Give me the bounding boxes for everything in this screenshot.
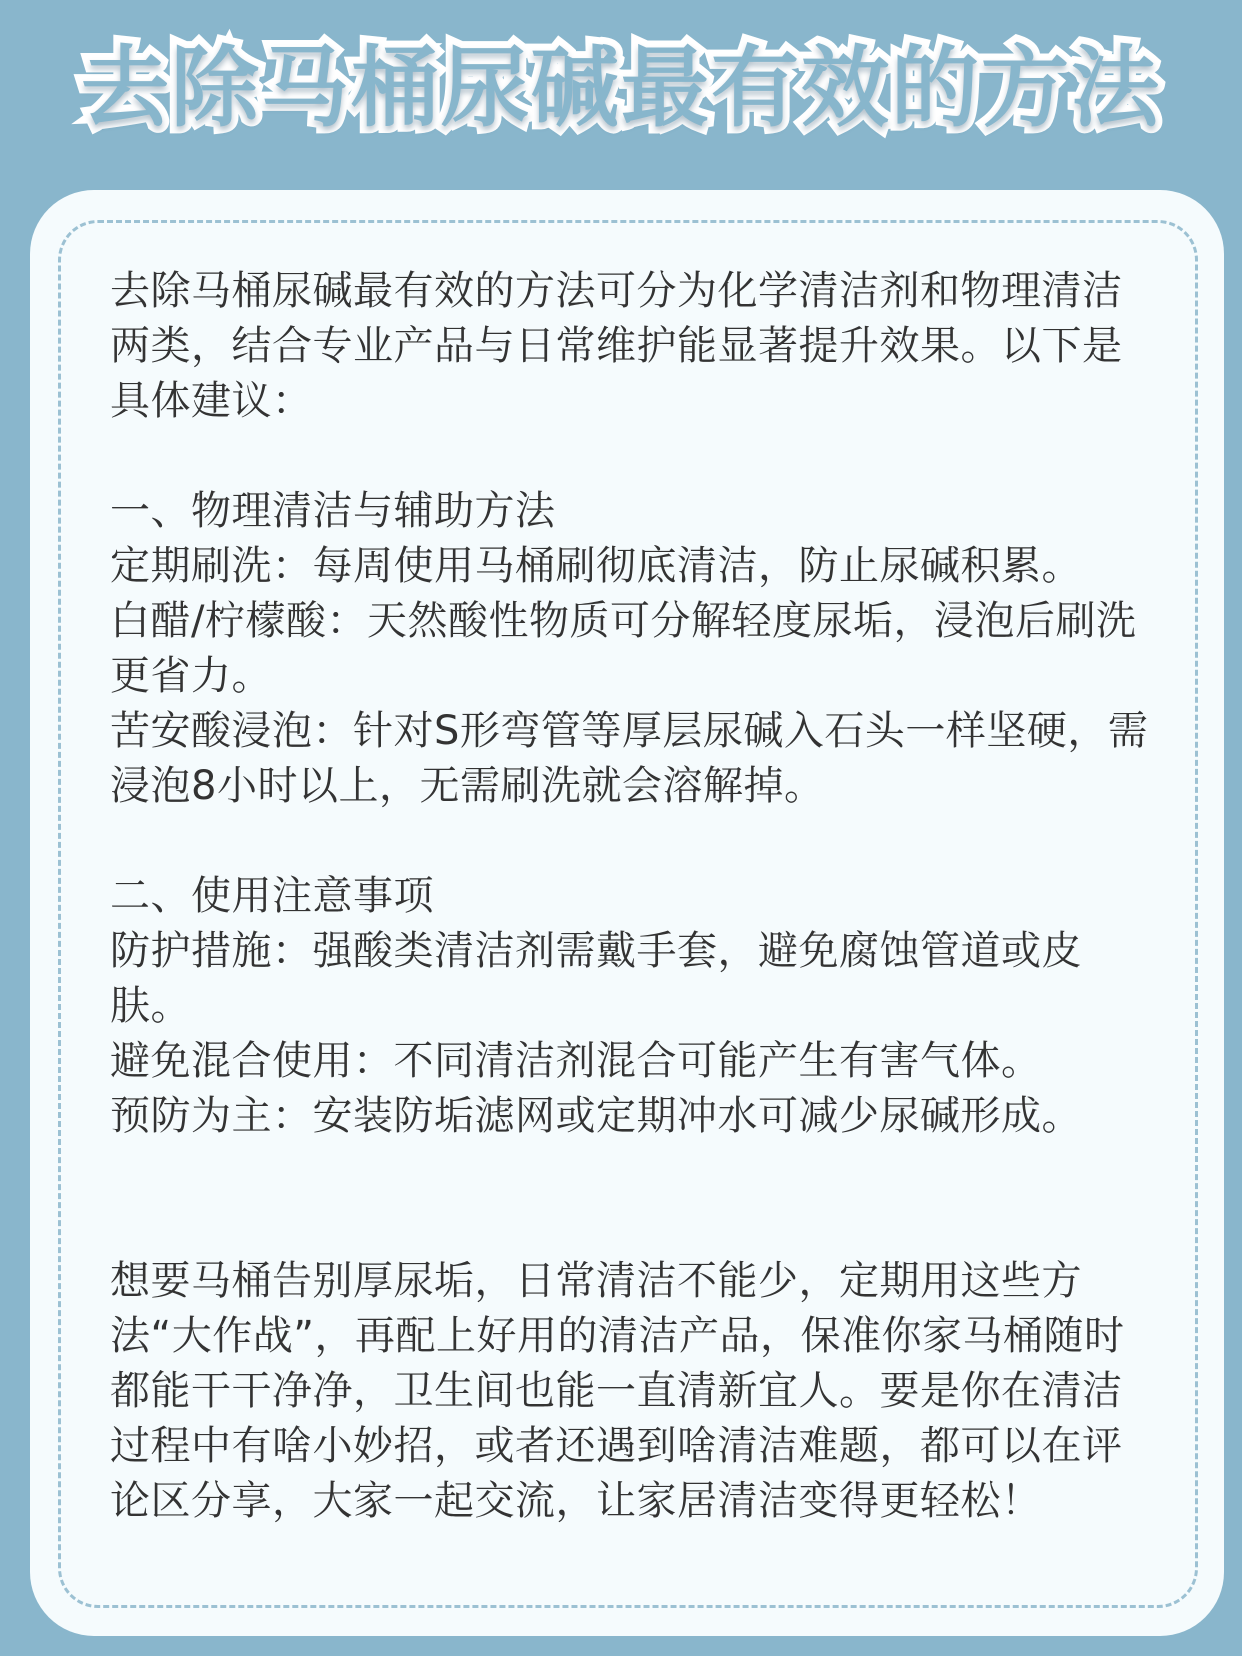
section2-item: 防护措施：强酸类清洁剂需戴手套，避免腐蚀管道或皮肤。: [110, 928, 1082, 1029]
article-body: [110, 264, 1155, 1529]
section2-heading: 二、使用注意事项: [110, 873, 434, 919]
spacer: [110, 1144, 1155, 1254]
section1-item: 定期刷洗：每周使用马桶刷彻底清洁，防止尿碱积累。: [110, 543, 1082, 589]
spacer: [110, 814, 1155, 869]
section1-heading: 一、物理清洁与辅助方法: [110, 488, 556, 534]
section1-item: 苦安酸浸泡：针对S形弯管等厚层尿碱入石头一样坚硬，需浸泡8小时以上，无需刷洗就会溶解掉。: [110, 708, 1149, 809]
page-title: 去除马桶尿碱最有效的方法: [80, 36, 1161, 139]
closing-paragraph: 想要马桶告别厚尿垢，日常清洁不能少，定期用这些方法“大作战”，再配上好用的清洁产品，保准你家马桶随时都能干干净净，卫生间也能一直清新宜人。要是你在清洁过程中有啥小妙招，或者还遇到啥清洁难题，都可以在评论区分享，大家一起交流，让家居清洁变得更轻松！: [110, 1258, 1125, 1524]
section1-item: 白醋/柠檬酸：天然酸性物质可分解轻度尿垢，浸泡后刷洗更省力。: [110, 598, 1137, 699]
section2-item: 避免混合使用：不同清洁剂混合可能产生有害气体。: [110, 1038, 1042, 1084]
intro-paragraph: 去除马桶尿碱最有效的方法可分为化学清洁剂和物理清洁两类，结合专业产品与日常维护能显著提升效果。以下是具体建议：: [110, 268, 1123, 424]
section2-item: 预防为主：安装防垢滤网或定期冲水可减少尿碱形成。: [110, 1093, 1082, 1139]
spacer: [110, 429, 1155, 484]
